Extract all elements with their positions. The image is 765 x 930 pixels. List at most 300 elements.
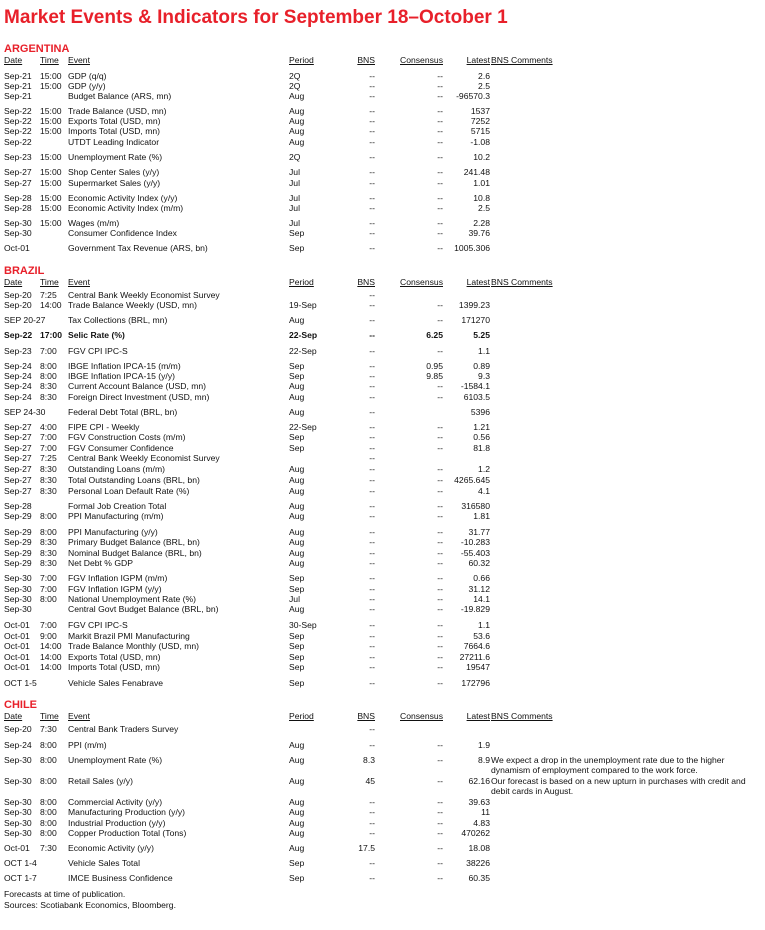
cell-period: Aug: [289, 392, 305, 402]
cell-latest: 11: [481, 807, 490, 817]
cell-bns: --: [369, 678, 375, 688]
cell-period: 22-Sep: [289, 422, 317, 432]
cell-bns: --: [369, 740, 375, 750]
cell-event: Unemployment Rate (%): [68, 152, 163, 162]
table-row: [0, 641, 765, 652]
table-row: [0, 315, 765, 326]
cell-bns: --: [369, 527, 375, 537]
cell-time: 7:00: [40, 443, 57, 453]
cell-bns: --: [369, 152, 375, 162]
cell-date: Sep-23: [4, 346, 32, 356]
table-row: [0, 407, 765, 418]
cell-date: Sep-29: [4, 527, 32, 537]
cell-cons: --: [437, 137, 443, 147]
cell-period: Sep: [289, 361, 305, 371]
cell-period: 2Q: [289, 71, 301, 81]
cell-date: Sep-24: [4, 740, 32, 750]
cell-period: Aug: [289, 843, 305, 853]
cell-latest: 31.12: [468, 584, 490, 594]
cell-latest: 1005.306: [454, 243, 490, 253]
cell-date: Sep-29: [4, 548, 32, 558]
cell-event: Shop Center Sales (y/y): [68, 167, 160, 177]
cell-cons: --: [437, 167, 443, 177]
table-row: [0, 678, 765, 689]
cell-cons: --: [437, 662, 443, 672]
cell-time: 15:00: [40, 193, 62, 203]
cell-latest: 2.5: [478, 81, 490, 91]
cell-time: 8:00: [40, 511, 57, 521]
cell-period: Aug: [289, 558, 305, 568]
cell-date: Oct-01: [4, 843, 30, 853]
cell-latest: 1.81: [473, 511, 490, 521]
cell-date: Sep-24: [4, 371, 32, 381]
cell-cons: --: [437, 315, 443, 325]
column-header-event: Event: [68, 711, 90, 721]
table-row: [0, 604, 765, 615]
cell-period: Aug: [289, 537, 305, 547]
table-row: [0, 346, 765, 357]
cell-event: PPI Manufacturing (m/m): [68, 511, 164, 521]
cell-latest: 6103.5: [463, 392, 490, 402]
cell-date: Sep-21: [4, 71, 32, 81]
cell-event: National Unemployment Rate (%): [68, 594, 197, 604]
cell-event: FGV Construction Costs (m/m): [68, 432, 186, 442]
cell-time: 8:30: [40, 475, 57, 485]
cell-event: GDP (y/y): [68, 81, 106, 91]
column-header-latest: Latest: [466, 711, 490, 721]
cell-cons: --: [437, 537, 443, 547]
column-header-consensus: Consensus: [400, 55, 443, 65]
cell-cons: --: [437, 243, 443, 253]
column-header-event: Event: [68, 55, 90, 65]
cell-event: Foreign Direct Investment (USD, mn): [68, 392, 210, 402]
column-header-date: Date: [4, 711, 23, 721]
cell-latest: 5396: [470, 407, 490, 417]
cell-latest: 2.5: [478, 203, 490, 213]
cell-bns: --: [369, 315, 375, 325]
cell-bns: --: [369, 652, 375, 662]
cell-date: Sep-21: [4, 81, 32, 91]
cell-time: 8:00: [40, 755, 57, 765]
table-row: [0, 126, 765, 137]
cell-period: 30-Sep: [289, 620, 317, 630]
cell-date: Sep-20: [4, 724, 32, 734]
cell-time: 7:25: [40, 290, 57, 300]
cell-time: 8:30: [40, 392, 57, 402]
cell-event: IBGE Inflation IPCA-15 (m/m): [68, 361, 181, 371]
cell-date: Sep-27: [4, 178, 32, 188]
table-row: [0, 662, 765, 673]
cell-date: OCT 1-4: [4, 858, 37, 868]
cell-event: GDP (q/q): [68, 71, 107, 81]
cell-bns: --: [369, 511, 375, 521]
cell-period: Sep: [289, 573, 305, 583]
cell-date: Sep-20: [4, 300, 32, 310]
table-row: [0, 167, 765, 178]
cell-event: FIPE CPI - Weekly: [68, 422, 140, 432]
cell-bns: --: [369, 548, 375, 558]
cell-time: 8:30: [40, 537, 57, 547]
cell-period: Aug: [289, 755, 305, 765]
cell-date: Sep-28: [4, 203, 32, 213]
cell-period: Sep: [289, 432, 305, 442]
cell-time: 9:00: [40, 631, 57, 641]
cell-time: 8:00: [40, 818, 57, 828]
cell-period: Aug: [289, 137, 305, 147]
cell-bns: --: [369, 330, 375, 340]
cell-latest: 9.3: [478, 371, 490, 381]
cell-bns: --: [369, 818, 375, 828]
cell-bns: --: [369, 81, 375, 91]
cell-bns: --: [369, 432, 375, 442]
cell-latest: 38226: [466, 858, 490, 868]
cell-date: Sep-30: [4, 828, 32, 838]
cell-cons: --: [437, 807, 443, 817]
cell-cons: --: [437, 193, 443, 203]
cell-time: 8:30: [40, 548, 57, 558]
cell-event: Manufacturing Production (y/y): [68, 807, 186, 817]
cell-bns: --: [369, 126, 375, 136]
cell-bns: --: [369, 243, 375, 253]
cell-event: Consumer Confidence Index: [68, 228, 177, 238]
cell-date: SEP 24-30: [4, 407, 46, 417]
cell-bns: --: [369, 392, 375, 402]
cell-period: Sep: [289, 858, 305, 868]
cell-latest: 171270: [461, 315, 490, 325]
cell-latest: 10.8: [473, 193, 490, 203]
cell-cons: --: [437, 843, 443, 853]
cell-latest: 1.2: [478, 464, 490, 474]
cell-bns: --: [369, 475, 375, 485]
cell-bns: --: [369, 137, 375, 147]
cell-event: UTDT Leading Indicator: [68, 137, 160, 147]
table-row: [0, 203, 765, 214]
cell-time: 15:00: [40, 106, 62, 116]
table-row: [0, 330, 765, 341]
cell-cons: --: [437, 858, 443, 868]
cell-latest: -1.08: [470, 137, 490, 147]
cell-time: 8:30: [40, 381, 57, 391]
cell-event: Exports Total (USD, mn): [68, 652, 161, 662]
cell-time: 8:00: [40, 371, 57, 381]
cell-bns: --: [369, 300, 375, 310]
cell-time: 14:00: [40, 662, 62, 672]
cell-bns: --: [369, 91, 375, 101]
cell-time: 7:30: [40, 724, 57, 734]
column-header-time: Time: [40, 55, 59, 65]
cell-bns: --: [369, 604, 375, 614]
cell-period: Sep: [289, 584, 305, 594]
cell-event: Primary Budget Balance (BRL, bn): [68, 537, 200, 547]
cell-event: Markit Brazil PMI Manufacturing: [68, 631, 190, 641]
cell-cons: --: [437, 81, 443, 91]
cell-date: Sep-29: [4, 511, 32, 521]
cell-event: Formal Job Creation Total: [68, 501, 167, 511]
cell-event: Imports Total (USD, mn): [68, 126, 161, 136]
table-row: [0, 511, 765, 522]
cell-period: Aug: [289, 511, 305, 521]
cell-bns: --: [369, 662, 375, 672]
cell-event: Wages (m/m): [68, 218, 120, 228]
cell-event: Selic Rate (%): [68, 330, 125, 340]
table-row: [0, 91, 765, 102]
cell-comment: Our forecast is based on a new upturn in purchases with credit and debit cards in August.: [491, 776, 746, 796]
cell-date: Sep-27: [4, 475, 32, 485]
cell-cons: --: [437, 464, 443, 474]
cell-event: Current Account Balance (USD, mn): [68, 381, 207, 391]
column-header-period: Period: [289, 711, 314, 721]
cell-period: Aug: [289, 91, 305, 101]
cell-bns: --: [369, 116, 375, 126]
cell-latest: 1537: [470, 106, 490, 116]
cell-event: Vehicle Sales Total: [68, 858, 140, 868]
cell-time: 8:00: [40, 776, 57, 786]
cell-cons: 9.85: [426, 371, 443, 381]
cell-time: 7:00: [40, 584, 57, 594]
cell-bns: --: [369, 620, 375, 630]
cell-cons: --: [437, 218, 443, 228]
cell-event: Budget Balance (ARS, mn): [68, 91, 172, 101]
cell-bns: --: [369, 594, 375, 604]
cell-cons: --: [437, 300, 443, 310]
cell-period: Sep: [289, 873, 305, 883]
cell-cons: --: [437, 71, 443, 81]
cell-event: IMCE Business Confidence: [68, 873, 173, 883]
cell-date: Oct-01: [4, 662, 30, 672]
table-row: [0, 381, 765, 392]
table-row: [0, 828, 765, 839]
cell-time: 8:00: [40, 527, 57, 537]
cell-period: Jul: [289, 594, 300, 604]
cell-event: FGV CPI IPC-S: [68, 620, 128, 630]
cell-event: Economic Activity (y/y): [68, 843, 154, 853]
cell-date: Sep-30: [4, 584, 32, 594]
cell-bns: --: [369, 873, 375, 883]
cell-latest: 2.6: [478, 71, 490, 81]
table-row: [0, 740, 765, 751]
table-row: [0, 486, 765, 497]
cell-cons: --: [437, 392, 443, 402]
cell-event: Central Bank Weekly Economist Survey: [68, 290, 220, 300]
cell-date: Oct-01: [4, 641, 30, 651]
cell-date: Sep-29: [4, 558, 32, 568]
cell-time: 7:00: [40, 620, 57, 630]
cell-time: 7:00: [40, 573, 57, 583]
cell-cons: --: [437, 631, 443, 641]
cell-time: 15:00: [40, 218, 62, 228]
cell-time: 8:00: [40, 594, 57, 604]
cell-bns: --: [369, 573, 375, 583]
cell-date: Oct-01: [4, 631, 30, 641]
cell-date: Sep-27: [4, 443, 32, 453]
table-row: [0, 243, 765, 254]
cell-time: 8:30: [40, 558, 57, 568]
cell-latest: 1.21: [473, 422, 490, 432]
cell-date: Sep-29: [4, 537, 32, 547]
cell-cons: --: [437, 381, 443, 391]
cell-bns: --: [369, 361, 375, 371]
cell-date: Sep-24: [4, 361, 32, 371]
cell-date: Sep-22: [4, 126, 32, 136]
cell-latest: 0.56: [473, 432, 490, 442]
table-row: [0, 137, 765, 148]
cell-event: Imports Total (USD, mn): [68, 662, 161, 672]
cell-bns: --: [369, 558, 375, 568]
cell-time: 15:00: [40, 203, 62, 213]
cell-bns: 8.3: [363, 755, 375, 765]
cell-event: Nominal Budget Balance (BRL, bn): [68, 548, 202, 558]
cell-event: Economic Activity Index (m/m): [68, 203, 184, 213]
table-row: [0, 843, 765, 854]
cell-bns: --: [369, 71, 375, 81]
cell-cons: --: [437, 501, 443, 511]
cell-date: Sep-30: [4, 807, 32, 817]
cell-period: Jul: [289, 203, 300, 213]
page-title: Market Events & Indicators for September 18–October 1: [4, 7, 508, 28]
cell-date: Sep-27: [4, 167, 32, 177]
cell-event: Tax Collections (BRL, mn): [68, 315, 168, 325]
cell-event: Copper Production Total (Tons): [68, 828, 187, 838]
cell-period: Aug: [289, 548, 305, 558]
table-row: [0, 464, 765, 475]
cell-bns: --: [369, 464, 375, 474]
cell-event: Federal Debt Total (BRL, bn): [68, 407, 178, 417]
cell-bns: --: [369, 797, 375, 807]
cell-event: Trade Balance Monthly (USD, mn): [68, 641, 200, 651]
cell-time: 8:00: [40, 797, 57, 807]
cell-event: Total Outstanding Loans (BRL, bn): [68, 475, 200, 485]
cell-period: 2Q: [289, 152, 301, 162]
cell-event: FGV CPI IPC-S: [68, 346, 128, 356]
cell-cons: --: [437, 584, 443, 594]
cell-cons: --: [437, 828, 443, 838]
cell-period: Aug: [289, 527, 305, 537]
cell-latest: 5715: [470, 126, 490, 136]
column-header-comments: BNS Comments: [491, 277, 553, 287]
cell-cons: --: [437, 527, 443, 537]
table-row: [0, 228, 765, 239]
table-row: [0, 807, 765, 818]
cell-bns: --: [369, 858, 375, 868]
cell-event: Trade Balance Weekly (USD, mn): [68, 300, 197, 310]
cell-period: Aug: [289, 464, 305, 474]
cell-time: 8:30: [40, 464, 57, 474]
cell-latest: 39.76: [468, 228, 490, 238]
cell-cons: --: [437, 116, 443, 126]
cell-date: Sep-28: [4, 193, 32, 203]
cell-cons: --: [437, 558, 443, 568]
cell-cons: 6.25: [426, 330, 443, 340]
table-row: [0, 620, 765, 631]
column-header-bns: BNS: [357, 277, 375, 287]
cell-bns: --: [369, 218, 375, 228]
cell-date: Sep-30: [4, 218, 32, 228]
cell-latest: 241.48: [463, 167, 490, 177]
cell-period: Aug: [289, 740, 305, 750]
cell-latest: 470262: [461, 828, 490, 838]
cell-bns: --: [369, 443, 375, 453]
cell-cons: --: [437, 594, 443, 604]
cell-date: Sep-30: [4, 797, 32, 807]
cell-period: Aug: [289, 126, 305, 136]
cell-date: Sep-30: [4, 228, 32, 238]
cell-event: PPI Manufacturing (y/y): [68, 527, 158, 537]
cell-period: 22-Sep: [289, 346, 317, 356]
cell-event: Personal Loan Default Rate (%): [68, 486, 190, 496]
cell-cons: --: [437, 106, 443, 116]
cell-period: Sep: [289, 662, 305, 672]
cell-cons: --: [437, 641, 443, 651]
column-header-latest: Latest: [466, 55, 490, 65]
cell-latest: 62.16: [468, 776, 490, 786]
cell-time: 8:00: [40, 361, 57, 371]
cell-bns: --: [369, 167, 375, 177]
cell-date: Oct-01: [4, 652, 30, 662]
cell-cons: --: [437, 475, 443, 485]
cell-period: Jul: [289, 178, 300, 188]
cell-bns: --: [369, 807, 375, 817]
cell-latest: -96570.3: [456, 91, 490, 101]
cell-latest: 0.89: [473, 361, 490, 371]
cell-cons: --: [437, 604, 443, 614]
cell-date: Sep-24: [4, 392, 32, 402]
cell-period: Aug: [289, 828, 305, 838]
cell-date: Sep-28: [4, 501, 32, 511]
cell-bns: 45: [365, 776, 375, 786]
table-row: [0, 573, 765, 584]
cell-cons: --: [437, 346, 443, 356]
cell-cons: --: [437, 178, 443, 188]
cell-latest: 4.1: [478, 486, 490, 496]
table-row: [0, 152, 765, 163]
cell-cons: --: [437, 203, 443, 213]
cell-bns: --: [369, 453, 375, 463]
cell-event: Central Bank Weekly Economist Survey: [68, 453, 220, 463]
cell-period: Aug: [289, 381, 305, 391]
cell-cons: --: [437, 652, 443, 662]
cell-time: 4:00: [40, 422, 57, 432]
cell-latest: 4.83: [473, 818, 490, 828]
cell-latest: -10.283: [460, 537, 490, 547]
section-heading-brazil: BRAZIL: [4, 265, 45, 277]
cell-cons: 0.95: [426, 361, 443, 371]
column-header-time: Time: [40, 277, 59, 287]
cell-time: 8:30: [40, 486, 57, 496]
cell-period: Aug: [289, 106, 305, 116]
cell-event: Unemployment Rate (%): [68, 755, 163, 765]
cell-period: Sep: [289, 371, 305, 381]
cell-event: PPI (m/m): [68, 740, 107, 750]
cell-latest: 7664.6: [463, 641, 490, 651]
cell-period: Aug: [289, 116, 305, 126]
column-header-consensus: Consensus: [400, 711, 443, 721]
cell-date: Sep-22: [4, 106, 32, 116]
cell-date: Sep-30: [4, 604, 32, 614]
cell-latest: 4265.645: [454, 475, 490, 485]
column-header-event: Event: [68, 277, 90, 287]
table-row: [0, 724, 765, 735]
cell-period: Sep: [289, 631, 305, 641]
cell-period: 22-Sep: [289, 330, 318, 340]
cell-time: 15:00: [40, 116, 62, 126]
column-header-consensus: Consensus: [400, 277, 443, 287]
cell-latest: 0.66: [473, 573, 490, 583]
cell-period: Aug: [289, 818, 305, 828]
cell-latest: 7252: [470, 116, 490, 126]
cell-period: Aug: [289, 604, 305, 614]
cell-latest: -19.829: [460, 604, 490, 614]
cell-event: Vehicle Sales Fenabrave: [68, 678, 164, 688]
